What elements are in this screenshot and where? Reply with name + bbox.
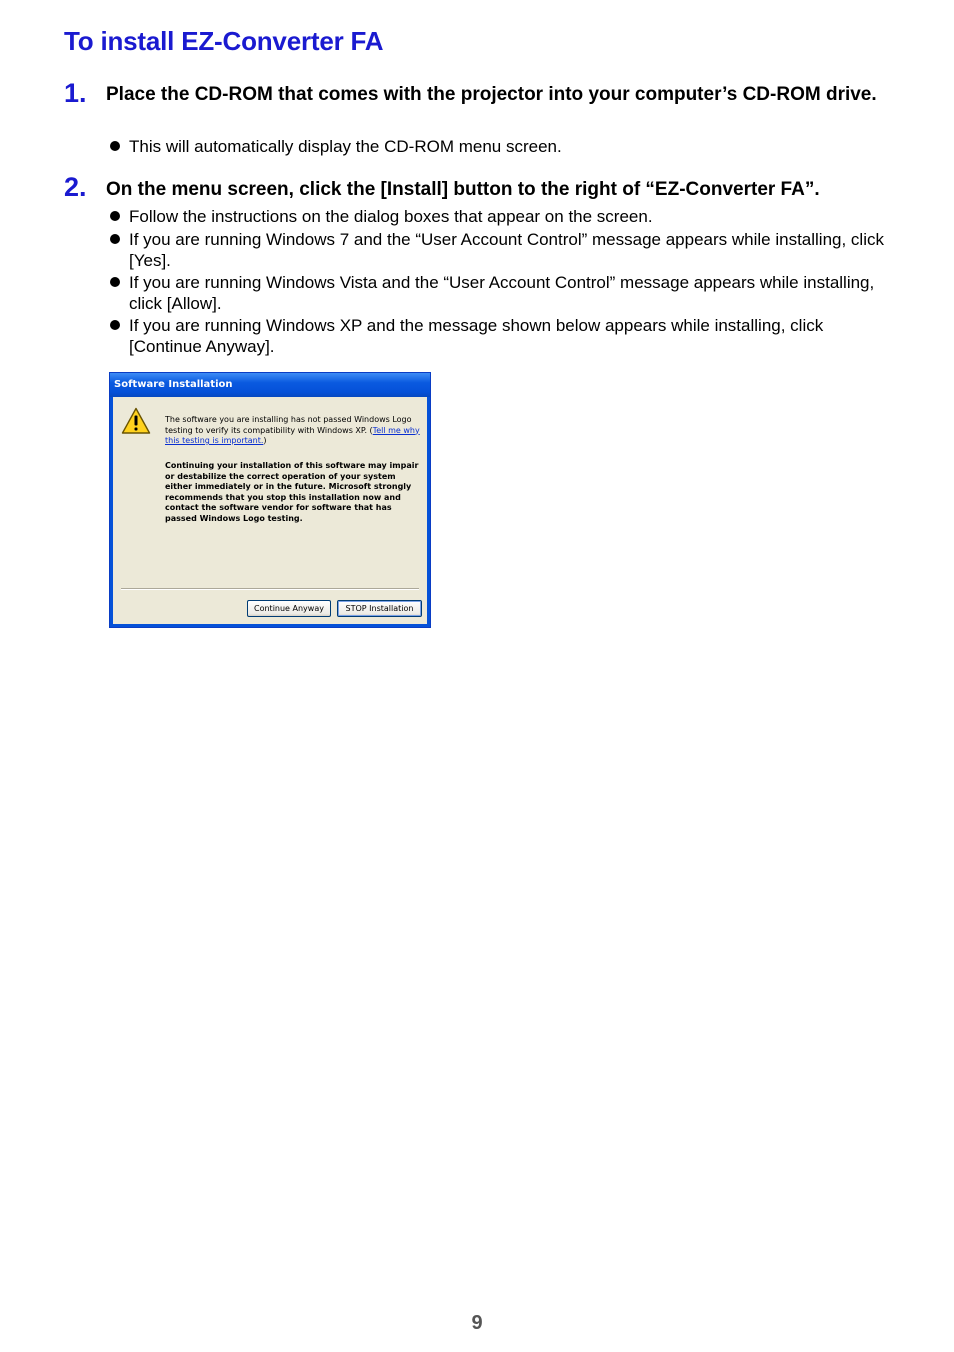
bullet-text: If you are running Windows 7 and the “User Account Control” message appears while installing, click [Yes]. bbox=[129, 230, 884, 270]
software-installation-dialog bbox=[109, 372, 431, 628]
page-title: To install EZ-Converter FA bbox=[64, 26, 384, 56]
step-1-bullet-1 bbox=[110, 136, 890, 157]
dialog-message bbox=[165, 415, 423, 447]
bullet-text: If you are running Windows XP and the message shown below appears while installing, click [Continue Anyway]. bbox=[129, 316, 824, 356]
step-2-text: On the menu screen, click the [Install] button to the right of “EZ-Converter FA”. bbox=[106, 179, 820, 200]
dialog-message-text: The software you are installing has not passed Windows Logo testing to verify its compatibility with Windows XP. ( bbox=[165, 415, 412, 435]
tell-me-why-link[interactable]: Tell me why this testing is important. bbox=[165, 425, 420, 445]
continue-anyway-button[interactable]: Continue Anyway bbox=[247, 600, 331, 617]
dialog-title: Software Installation bbox=[110, 373, 430, 397]
page-number: 9 bbox=[471, 1312, 483, 1334]
dialog-separator bbox=[121, 588, 419, 590]
step-2-number: 2. bbox=[64, 172, 87, 202]
step-1-text: Place the CD-ROM that comes with the projector into your computer’s CD-ROM drive. bbox=[106, 84, 877, 105]
bullet-text: If you are running Windows Vista and the “User Account Control” message appears while installing, click [Allow]. bbox=[129, 273, 875, 313]
bullet-dot bbox=[110, 277, 120, 287]
stop-installation-button[interactable]: STOP Installation bbox=[337, 600, 422, 617]
step-2-bullet-3 bbox=[110, 272, 890, 314]
step-1-number: 1. bbox=[64, 78, 87, 108]
dialog-frame-right bbox=[427, 397, 430, 627]
warning-icon bbox=[121, 407, 151, 435]
bullet-text: This will automatically display the CD-ROM menu screen. bbox=[129, 137, 562, 156]
dialog-warning-text: Continuing your installation of this software may impair or destabilize the correct operation of your system either immediately or in the future. Microsoft strongly recommends that you stop this installation now and contact the software vendor for software that has passed Windows Logo testing. bbox=[165, 461, 419, 523]
step-2-bullet-4 bbox=[110, 315, 890, 357]
dialog-message-end: ) bbox=[263, 436, 267, 445]
bullet-dot bbox=[110, 234, 120, 244]
bullet-dot bbox=[110, 141, 120, 151]
step-2-bullet-1 bbox=[110, 206, 890, 227]
step-2-bullet-2 bbox=[110, 229, 890, 271]
bullet-dot bbox=[110, 320, 120, 330]
bullet-dot bbox=[110, 211, 120, 221]
bullet-text: Follow the instructions on the dialog boxes that appear on the screen. bbox=[129, 207, 653, 226]
dialog-frame-bottom bbox=[110, 624, 430, 627]
dialog-body bbox=[113, 397, 427, 624]
